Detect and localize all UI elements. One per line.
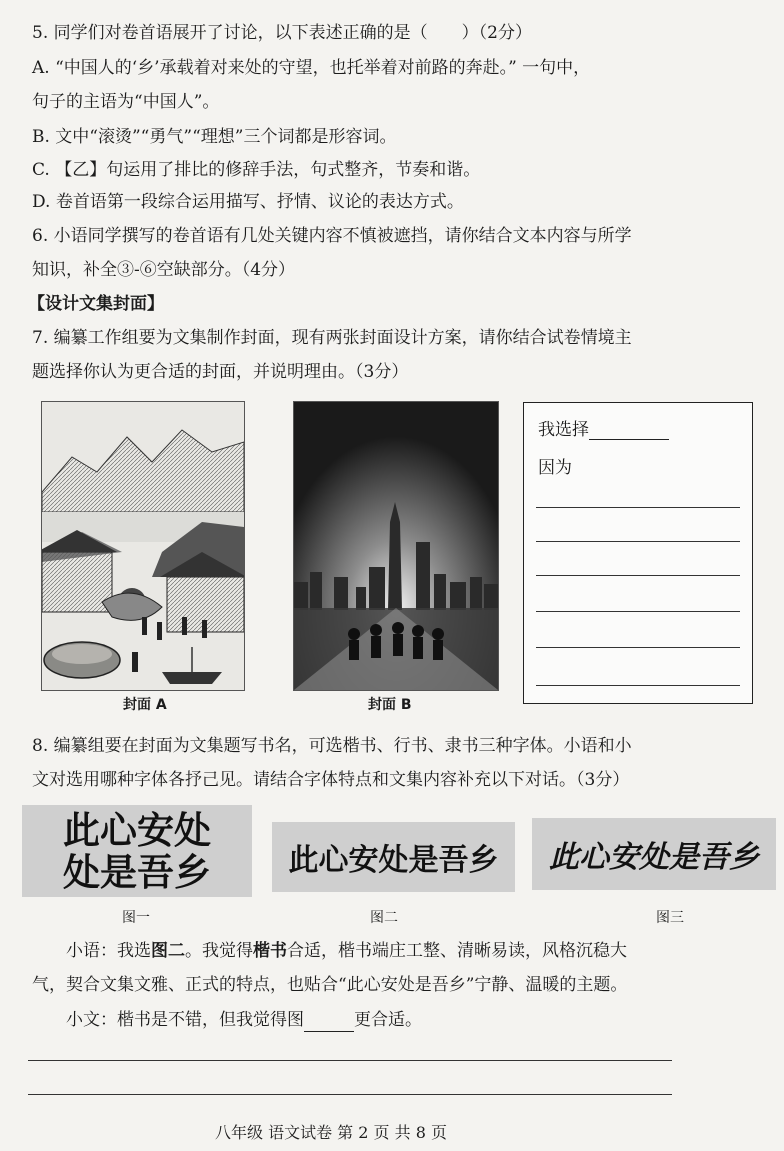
q8-answer-line-2[interactable]: [28, 1094, 672, 1095]
q7-answer-box: [523, 402, 753, 704]
cover-b-image: [293, 401, 499, 691]
font-sample-2-text: 此心安处是吾乡: [288, 843, 499, 878]
font-sample-1-line1: 此心安处: [63, 808, 211, 852]
fig3-caption: 图三: [656, 910, 684, 926]
q6-line1: 6. 小语同学撰写的卷首语有几处关键内容不慎被遮挡，请你结合文本内容与所学: [32, 226, 632, 246]
q5-option-d: D. 卷首语第一段综合运用描写、抒情、议论的表达方式。: [32, 192, 464, 212]
cover-b-caption: 封面 B: [368, 697, 412, 713]
q8-line2: 文对选用哪种字体各抒己见。请结合字体特点和文集内容补充以下对话。（3分）: [32, 770, 630, 790]
xiaowen-outro: 更合适。: [354, 1010, 422, 1030]
xiaoyu-mid: 。我觉得: [185, 941, 253, 961]
xiaoyu-reason: 合适，楷书端庄工整、清晰易读，风格沉稳大: [287, 941, 627, 961]
fig2-caption: 图二: [370, 910, 398, 926]
xiaowen-intro: 小文：楷书是不错，但我觉得图: [66, 1010, 304, 1030]
xiaoyu-paragraph-line2: 气，契合文集文雅、正式的特点，也贴合“此心安处是吾乡”宁静、温暖的主题。: [32, 975, 628, 995]
cover-a-caption: 封面 A: [123, 697, 167, 713]
q7-answer-line-1[interactable]: [536, 507, 740, 508]
cover-a-image: [41, 401, 245, 691]
font-sample-3: [532, 818, 776, 890]
page-footer: 八年级 语文试卷 第 2 页 共 8 页: [215, 1123, 447, 1142]
q8-line1: 8. 编纂组要在封面为文集题写书名，可选楷书、行书、隶书三种字体。小语和小: [32, 736, 632, 756]
q6-line2: 知识，补全③-⑥空缺部分。（4分）: [32, 260, 296, 280]
font-sample-3-text: 此心安处是吾乡: [549, 840, 759, 875]
q7-answer-line-6[interactable]: [536, 685, 740, 686]
q7-line1: 7. 编纂工作组要为文集制作封面，现有两张封面设计方案，请你结合试卷情境主: [32, 328, 632, 348]
q8-answer-line-1[interactable]: [28, 1060, 672, 1061]
q7-line2: 题选择你认为更合适的封面，并说明理由。（3分）: [32, 362, 409, 382]
xiaoyu-paragraph-line1: [66, 939, 627, 963]
font-sample-2: [272, 822, 515, 892]
q7-choose-row: [538, 415, 669, 440]
section-heading: 【设计文集封面】: [28, 294, 164, 314]
q7-choose-blank[interactable]: [589, 421, 669, 440]
xiaowen-blank[interactable]: [304, 1013, 354, 1032]
q7-answer-line-3[interactable]: [536, 575, 740, 576]
xiaowen-line: [66, 1008, 422, 1032]
q5-option-b: B. 文中“滚烫”“勇气”“理想”三个词都是形容词。: [32, 127, 397, 147]
fig1-caption: 图一: [122, 910, 150, 926]
q5-stem: 5. 同学们对卷首语展开了讨论，以下表述正确的是（ ）（2分）: [32, 23, 532, 43]
xiaoyu-intro: 小语：我选: [66, 941, 151, 961]
xiaoyu-font: 楷书: [253, 941, 287, 961]
xiaoyu-choice: 图二: [151, 941, 185, 961]
q7-answer-line-4[interactable]: [536, 611, 740, 612]
q7-answer-line-5[interactable]: [536, 647, 740, 648]
font-sample-1-line2: 处是吾乡: [63, 850, 211, 894]
q7-choose-label: 我选择: [538, 420, 589, 440]
q5-option-a-line1: A. “中国人的‘乡’承载着对来处的守望，也托举着对前路的奔赴。” 一句中，: [32, 58, 591, 78]
font-sample-1: [22, 805, 252, 897]
q5-option-c: C. 【乙】句运用了排比的修辞手法，句式整齐，节奏和谐。: [32, 160, 481, 180]
cover-b-illustration: [294, 402, 498, 690]
q5-option-a-line2: 句子的主语为“中国人”。: [32, 92, 220, 112]
q7-answer-line-2[interactable]: [536, 541, 740, 542]
q7-because-label: 因为: [538, 458, 572, 478]
cover-a-illustration: [42, 402, 244, 690]
